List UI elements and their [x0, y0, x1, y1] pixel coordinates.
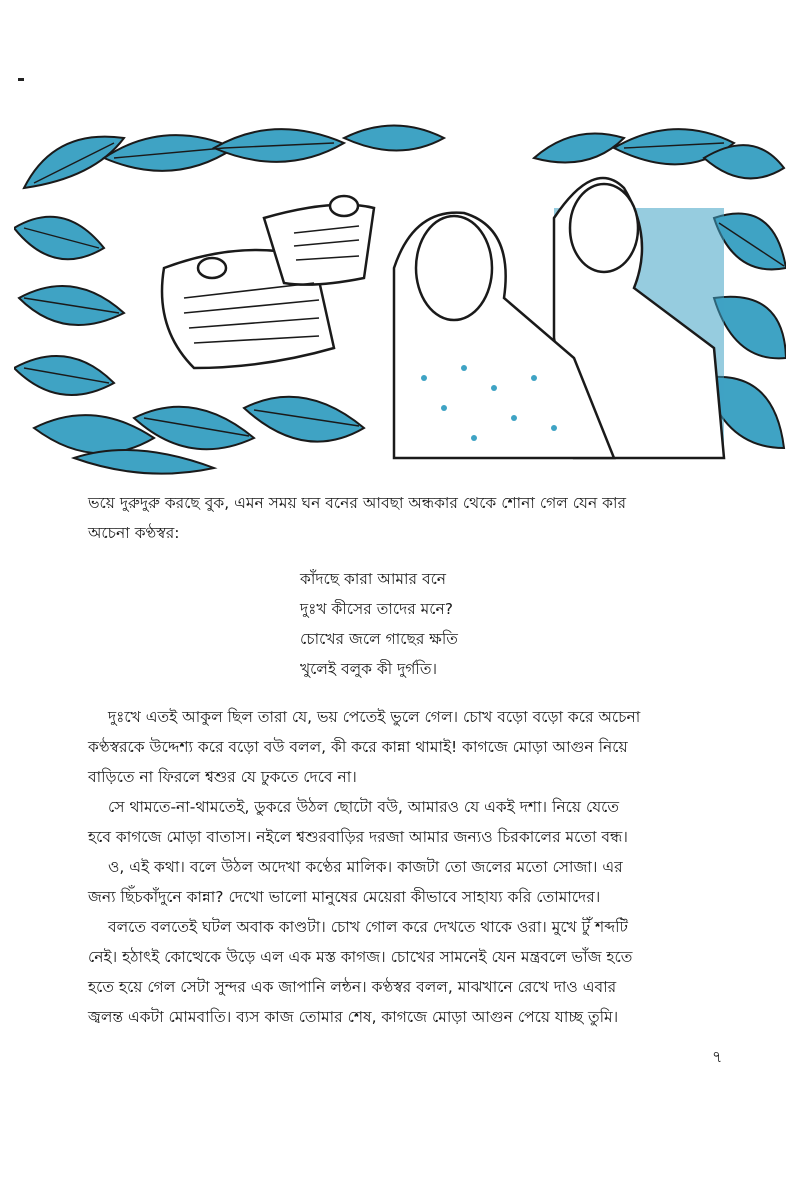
paragraph — [88, 792, 736, 852]
paragraph — [88, 702, 736, 792]
paragraph — [88, 912, 736, 1032]
text-line: জন্য ছিঁচকাঁদুনে কান্না? দেখো ভালো মানুষের মেয়েরা কীভাবে সাহায্য করি তোমাদের। — [88, 888, 601, 906]
story-text — [88, 488, 736, 1032]
text-line: জ্বলন্ত একটা মোমবাতি। ব্যস কাজ তোমার শেষ, কাগজে মোড়া আগুন পেয়ে যাচ্ছ তুমি। — [88, 1008, 619, 1026]
text-line: কণ্ঠস্বরকে উদ্দেশ্য করে বড়ো বউ বলল, কী করে কান্না থামাই! কাগজে মোড়া আগুন নিয়ে — [88, 738, 628, 756]
text-line: দুঃখে এতই আকুল ছিল তারা যে, ভয় পেতেই ভুলে গেল। চোখ বড়ো বড়ো করে অচেনা — [108, 708, 641, 726]
page-number: ৭ — [712, 1047, 723, 1066]
paragraph — [88, 852, 736, 912]
text-line: সে থামতে-না-থামতেই, ডুকরে উঠল ছোটো বউ, আমারও যে একই দশা। নিয়ে যেতে — [108, 798, 620, 816]
text-line: ভয়ে দুরুদুরু করছে বুক, এমন সময় ঘন বনের আবছা অন্ধকার থেকে শোনা গেল যেন কার — [88, 494, 627, 512]
text-line: বাড়িতে না ফিরলে শ্বশুর যে ঢুকতে দেবে না। — [88, 768, 357, 786]
poem-line: খুলেই বলুক কী দুর্গতি। — [300, 660, 438, 678]
text-line: হতে হয়ে গেল সেটা সুন্দর এক জাপানি লন্ঠন। কণ্ঠস্বর বলল, মাঝখানে রেখে দাও এবার — [88, 978, 617, 996]
poem-line: চোখের জলে গাছের ক্ষতি — [300, 630, 458, 648]
text-line: বলতে বলতেই ঘটল অবাক কাণ্ডটা। চোখ গোল করে দেখতে থাকে ওরা। মুখে টুঁ শব্দটি — [108, 918, 628, 936]
poem — [300, 564, 736, 684]
story-illustration — [14, 118, 786, 480]
intro-paragraph — [88, 488, 736, 548]
poem-line: দুঃখ কীসের তাদের মনে? — [300, 600, 453, 618]
text-line: হবে কাগজে মোড়া বাতাস। নইলে শ্বশুরবাড়ির দরজা আমার জন্যও চিরকালের মতো বন্ধ। — [88, 828, 628, 846]
text-line: নেই। হঠাৎই কোত্থেকে উড়ে এল এক মস্ত কাগজ। চোখের সামনেই যেন মন্ত্রবলে ভাঁজ হতে — [88, 948, 633, 966]
poem-line: কাঁদছে কারা আমার বনে — [300, 570, 447, 588]
corner-mark — [18, 78, 24, 81]
text-line: অচেনা কণ্ঠস্বর: — [88, 524, 180, 542]
text-line: ও, এই কথা। বলে উঠল অদেখা কণ্ঠের মালিক। কাজটা তো জলের মতো সোজা। এর — [108, 858, 623, 876]
